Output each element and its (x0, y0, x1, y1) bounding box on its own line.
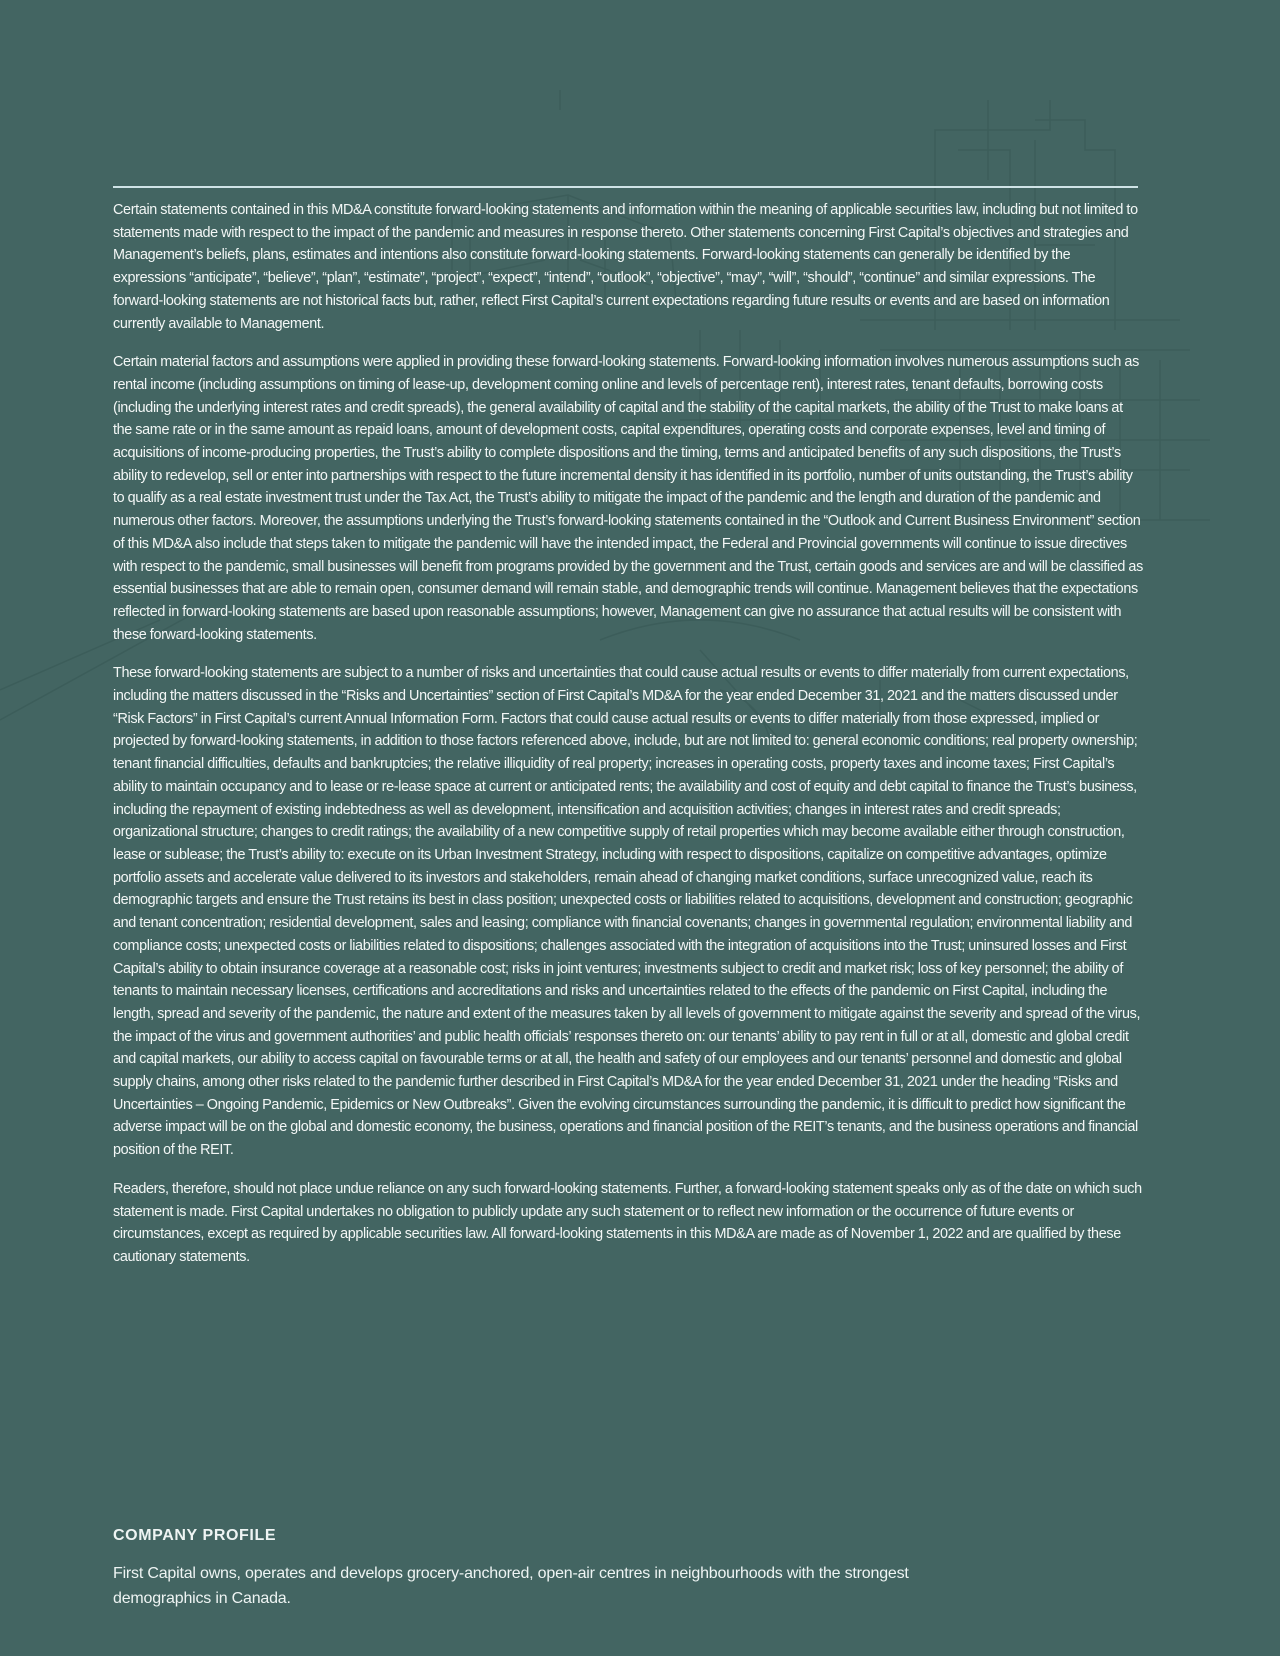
company-profile-text: First Capital owns, operates and develops grocery-anchored, open-air centres in neighbourhoods with the strongest demographics in Canada. (113, 1565, 909, 1607)
forward-looking-statements-section (113, 199, 1143, 1285)
forward-looking-paragraph-4: Readers, therefore, should not place undue reliance on any such forward-looking statements. Further, a forward-looking statement speaks only as of the date on which such statement is made. First Capital undertakes no obligation to publicly update any such statement or to reflect new information or the occurrence of future events or circumstances, except as required by applicable securities law. All forward-looking statements in this MD&A are made as of November 1, 2022 and are qualified by these cautionary statements. (113, 1180, 1142, 1265)
forward-looking-paragraph-1: Certain statements contained in this MD&A constitute forward-looking statements and information within the meaning of applicable securities law, including but not limited to statements made with respect to the impact of the pandemic and measures in response thereto. Other statements concerning First Capital’s objectives and strategies and Management’s beliefs, plans, estimates and intentions also constitute forward-looking statements. Forward-looking statements can generally be identified by the expressions “anticipate”, “believe”, “plan”, “estimate”, “project”, “expect”, “intend”, “outlook”, “objective”, “may”, “will”, “should”, “continue” and similar expressions. The forward-looking statements are not historical facts but, rather, reflect First Capital’s current expectations regarding future results or events and are based on information currently available to Management. (113, 202, 1138, 332)
company-profile-heading: COMPANY PROFILE (113, 1527, 277, 1544)
forward-looking-paragraph-2: Certain material factors and assumptions were applied in providing these forward-looking statements. Forward-looking information involves numerous assumptions such as rental income (including assumptions on timing of lease-up, development coming online and levels of percentage rent), interest rates, tenant defaults, borrowing costs (including the underlying interest rates and credit spreads), the general availability of capital and the stability of the capital markets, the ability of the Trust to make loans at the same rate or in the same amount as repaid loans, amount of development costs, capital expenditures, operating costs and corporate expenses, level and timing of acquisitions of income-producing properties, the Trust’s ability to complete dispositions and the timing, terms and anticipated benefits of any such dispositions, the Trust’s ability to redevelop, sell or enter into partnerships with respect to the future incremental density it has identified in its portfolio, number of units outstanding, the Trust’s ability to qualify as a real estate investment trust under the Tax Act, the Trust’s ability to mitigate the impact of the pandemic and the length and duration of the pandemic and numerous other factors. Moreover, the assumptions underlying the Trust’s forward-looking statements contained in the “Outlook and Current Business Environment” section of this MD&A also include that steps taken to mitigate the pandemic will have the intended impact, the Federal and Provincial governments will continue to issue directives with respect to the pandemic, small businesses will benefit from programs provided by the government and the Trust, certain goods and services are and will be classified as essential businesses that are able to remain open, consumer demand will remain stable, and demographic trends will continue. Management believes that the expectations reflected in forward-looking statements are based upon reasonable assumptions; however, Management can give no assurance that actual results will be consistent with these forward-looking statements. (113, 354, 1143, 643)
section-divider (113, 186, 1138, 188)
forward-looking-paragraph-3: These forward-looking statements are subject to a number of risks and uncertainties that could cause actual results or events to differ materially from current expectations, including the matters discussed in the “Risks and Uncertainties” section of First Capital’s MD&A for the year ended December 31, 2021 and the matters discussed under “Risk Factors” in First Capital’s current Annual Information Form. Factors that could cause actual results or events to differ materially from those expressed, implied or projected by forward-looking statements, in addition to those factors referenced above, include, but are not limited to: general economic conditions; real property ownership; tenant financial difficulties, defaults and bankruptcies; the relative illiquidity of real property; increases in operating costs, property taxes and income taxes; First Capital’s ability to maintain occupancy and to lease or re-lease space at current or anticipated rents; the availability and cost of equity and debt capital to finance the Trust’s business, including the repayment of existing indebtedness as well as development, intensification and acquisition activities; changes in interest rates and credit spreads; organizational structure; changes to credit ratings; the availability of a new competitive supply of retail properties which may become available either through construction, lease or sublease; the Trust’s ability to: execute on its Urban Investment Strategy, including with respect to dispositions, capitalize on competitive advantages, optimize portfolio assets and accelerate value delivered to its investors and stakeholders, remain ahead of changing market conditions, surface unrecognized value, reach its demographic targets and ensure the Trust retains its best in class position; unexpected costs or liabilities related to acquisitions, development and construction; geographic and tenant concentration; residential development, sales and leasing; compliance with financial covenants; changes in governmental regulation; environmental liability and compliance costs; unexpected costs or liabilities related to dispositions; challenges associated with the integration of acquisitions into the Trust; uninsured losses and First Capital’s ability to obtain insurance coverage at a reasonable cost; risks in joint ventures; investments subject to credit and market risk; loss of key personnel; the ability of tenants to maintain necessary licenses, certifications and accreditations and risks and uncertainties related to the effects of the pandemic on First Capital, including the length, spread and severity of the pandemic, the nature and extent of the measures taken by all levels of government to mitigate against the severity and spread of the virus, the impact of the virus and government authorities’ and public health officials’ responses thereto on: our tenants’ ability to pay rent in full or at all, domestic and global credit and capital markets, our ability to access capital on favourable terms or at all, the health and safety of our employees and our tenants’ personnel and domestic and global supply chains, among other risks related to the pandemic further described in First Capital’s MD&A for the year ended December 31, 2021 under the heading “Risks and Uncertainties – Ongoing Pandemic, Epidemics or New Outbreaks”. Given the evolving circumstances surrounding the pandemic, it is difficult to predict how significant the adverse impact will be on the global and domestic economy, the business, operations and financial position of the REIT’s tenants, and the business operations and financial position of the REIT. (113, 665, 1141, 1159)
